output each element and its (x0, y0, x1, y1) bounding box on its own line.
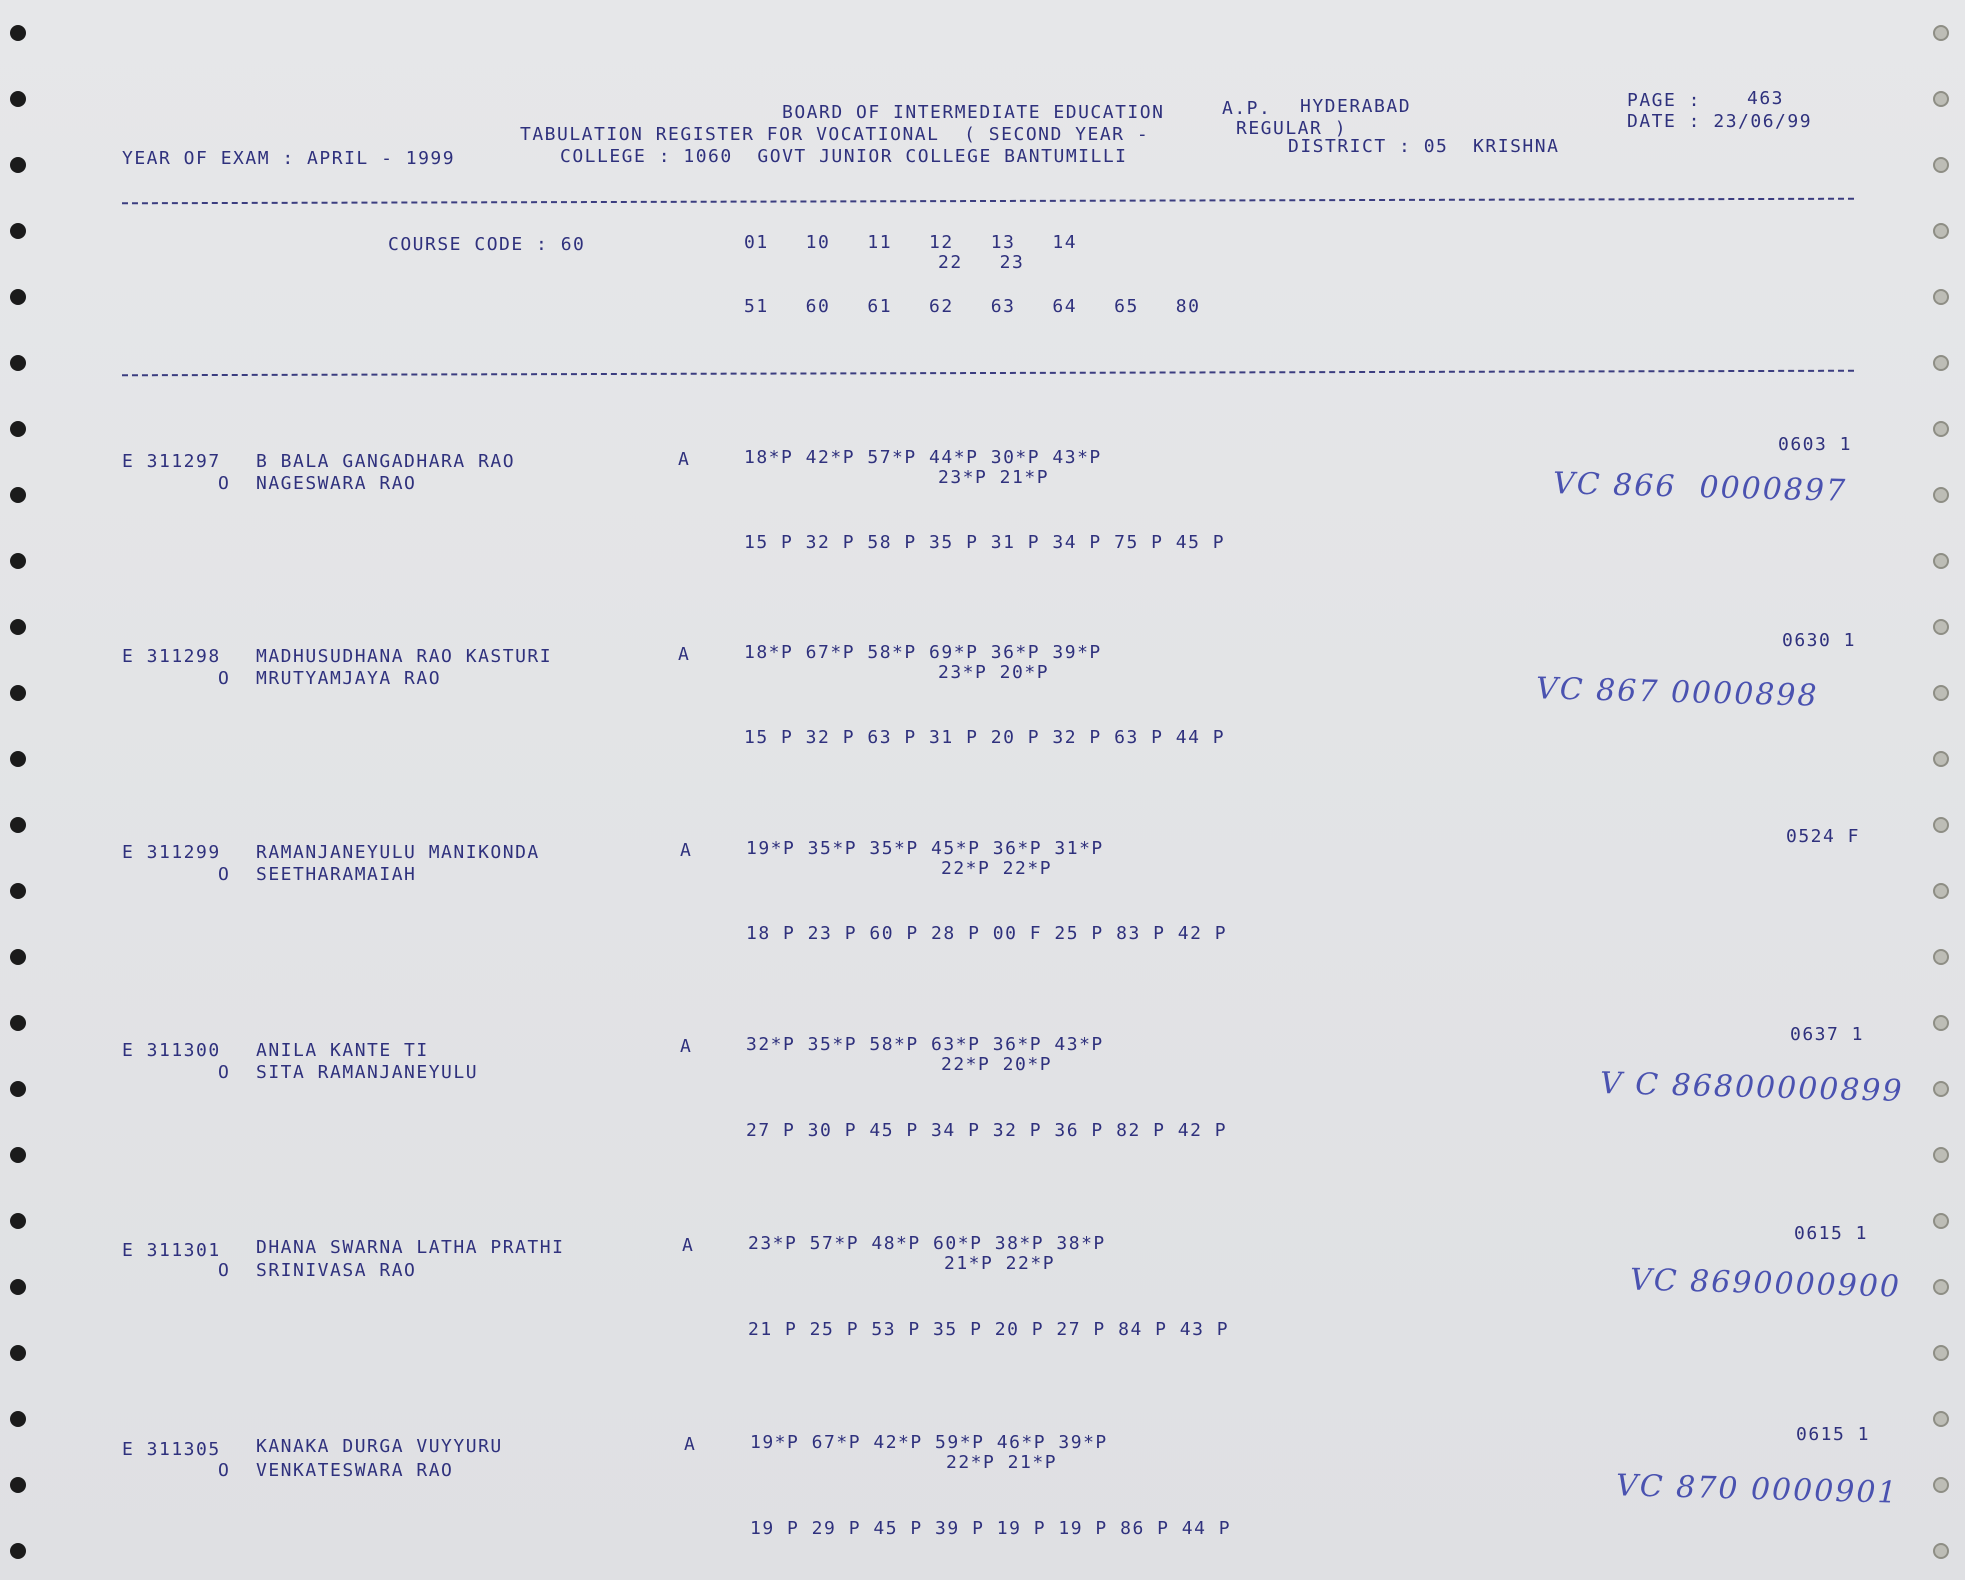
medium-code: A (680, 840, 693, 861)
parent-name: VENKATESWARA RAO (256, 1460, 454, 1481)
divider-bottom (122, 370, 1854, 377)
medium-code: A (678, 644, 691, 665)
marks-row1b: 23*P 20*P (938, 662, 1050, 683)
marks-row1: 19*P 35*P 35*P 45*P 36*P 31*P (746, 838, 1104, 859)
handwritten-note: VC 870 0000901 (1615, 1468, 1899, 1511)
reg-number: E 311305 (122, 1439, 221, 1460)
reg-number: E 311298 (122, 646, 221, 667)
feed-hole (10, 1543, 26, 1559)
relation-code: O (218, 1260, 231, 1281)
relation-code: O (218, 1460, 231, 1481)
feed-hole (1933, 289, 1949, 305)
marks-row2: 19 P 29 P 45 P 39 P 19 P 19 P 86 P 44 P (750, 1518, 1232, 1539)
register-title: TABULATION REGISTER FOR VOCATIONAL ( SECOND YEAR - (520, 124, 1150, 145)
marks-row2: 15 P 32 P 58 P 35 P 31 P 34 P 75 P 45 P (744, 532, 1226, 553)
year-of-exam: YEAR OF EXAM : APRIL - 1999 (122, 148, 456, 169)
total-result: 0603 1 (1778, 434, 1853, 455)
subject-codes-row2: 51 60 61 62 63 64 65 80 (744, 296, 1201, 317)
feed-hole (10, 487, 26, 503)
relation-code: O (218, 1062, 231, 1083)
college-label: COLLEGE : 1060 GOVT JUNIOR COLLEGE BANTUMILLI (560, 146, 1128, 167)
feed-hole (1933, 751, 1949, 767)
feed-hole (1933, 157, 1949, 173)
register-title-tail: REGULAR ) (1236, 118, 1348, 139)
reg-number: E 311300 (122, 1040, 221, 1061)
subject-codes-row1b: 22 23 (938, 252, 1025, 273)
feed-hole (1933, 1147, 1949, 1163)
feed-hole (10, 355, 26, 371)
handwritten-note: VC 8690000900 (1629, 1262, 1902, 1305)
marks-row1b: 23*P 21*P (938, 467, 1050, 488)
marks-row2: 18 P 23 P 60 P 28 P 00 F 25 P 83 P 42 P (746, 923, 1228, 944)
marks-row1b: 22*P 20*P (941, 1054, 1053, 1075)
marks-row1b: 22*P 22*P (941, 858, 1053, 879)
parent-name: MRUTYAMJAYA RAO (256, 668, 442, 689)
feed-hole (10, 883, 26, 899)
date-label: DATE : 23/06/99 (1627, 111, 1813, 132)
marks-row2: 27 P 30 P 45 P 34 P 32 P 36 P 82 P 42 P (746, 1120, 1228, 1141)
city-label: HYDERABAD (1300, 96, 1412, 117)
feed-hole (1933, 1081, 1949, 1097)
board-title: BOARD OF INTERMEDIATE EDUCATION (782, 102, 1165, 123)
parent-name: NAGESWARA RAO (256, 473, 417, 494)
reg-number: E 311301 (122, 1240, 221, 1261)
marks-row1: 18*P 42*P 57*P 44*P 30*P 43*P (744, 447, 1102, 468)
feed-hole (1933, 1477, 1949, 1493)
relation-code: O (218, 864, 231, 885)
feed-hole (1933, 223, 1949, 239)
feed-hole (10, 223, 26, 239)
medium-code: A (682, 1235, 695, 1256)
total-result: 0630 1 (1782, 630, 1857, 651)
left-feed-holes (6, 0, 36, 1580)
feed-hole (1933, 817, 1949, 833)
feed-hole (10, 91, 26, 107)
state-label: A.P. (1222, 98, 1272, 119)
marks-row1: 18*P 67*P 58*P 69*P 36*P 39*P (744, 642, 1102, 663)
feed-hole (1933, 685, 1949, 701)
total-result: 0637 1 (1790, 1024, 1865, 1045)
feed-hole (1933, 1345, 1949, 1361)
subject-codes-row1: 01 10 11 12 13 14 (744, 232, 1078, 253)
parent-name: SEETHARAMAIAH (256, 864, 417, 885)
feed-hole (10, 1147, 26, 1163)
parent-name: SITA RAMANJANEYULU (256, 1062, 479, 1083)
handwritten-note: VC 866 0000897 (1552, 466, 1848, 509)
feed-hole (10, 1279, 26, 1295)
feed-hole (1933, 553, 1949, 569)
page-number: 463 (1747, 88, 1785, 109)
handwritten-note: VC 867 0000898 (1535, 671, 1819, 714)
feed-hole (10, 157, 26, 173)
feed-hole (10, 685, 26, 701)
student-name: KANAKA DURGA VUYYURU (256, 1436, 503, 1457)
student-name: RAMANJANEYULU MANIKONDA (256, 842, 540, 863)
feed-hole (1933, 355, 1949, 371)
student-name: MADHUSUDHANA RAO KASTURI (256, 646, 553, 667)
feed-hole (10, 1015, 26, 1031)
feed-hole (1933, 1411, 1949, 1427)
marks-row1: 19*P 67*P 42*P 59*P 46*P 39*P (750, 1432, 1108, 1453)
feed-hole (1933, 1543, 1949, 1559)
feed-hole (1933, 1213, 1949, 1229)
divider-top (122, 198, 1854, 205)
feed-hole (1933, 421, 1949, 437)
feed-hole (1933, 619, 1949, 635)
feed-hole (10, 1411, 26, 1427)
student-name: ANILA KANTE TI (256, 1040, 429, 1061)
feed-hole (10, 553, 26, 569)
feed-hole (10, 25, 26, 41)
feed-hole (1933, 91, 1949, 107)
marks-row1b: 21*P 22*P (944, 1253, 1056, 1274)
handwritten-note: V C 86800000899 (1599, 1066, 1905, 1109)
marks-row1: 32*P 35*P 58*P 63*P 36*P 43*P (746, 1034, 1104, 1055)
medium-code: A (680, 1036, 693, 1057)
page-label: PAGE : (1627, 90, 1702, 111)
feed-hole (1933, 1279, 1949, 1295)
feed-hole (1933, 25, 1949, 41)
feed-hole (1933, 487, 1949, 503)
marks-row1b: 22*P 21*P (946, 1452, 1058, 1473)
relation-code: O (218, 668, 231, 689)
feed-hole (1933, 1015, 1949, 1031)
feed-hole (10, 1213, 26, 1229)
marks-row2: 15 P 32 P 63 P 31 P 20 P 32 P 63 P 44 P (744, 727, 1226, 748)
medium-code: A (684, 1434, 697, 1455)
medium-code: A (678, 449, 691, 470)
total-result: 0524 F (1786, 826, 1861, 847)
feed-hole (10, 619, 26, 635)
feed-hole (10, 289, 26, 305)
student-name: DHANA SWARNA LATHA PRATHI (256, 1237, 565, 1258)
total-result: 0615 1 (1794, 1223, 1869, 1244)
course-code-label: COURSE CODE : 60 (388, 234, 586, 255)
right-feed-holes (1929, 0, 1959, 1580)
marks-row1: 23*P 57*P 48*P 60*P 38*P 38*P (748, 1233, 1106, 1254)
total-result: 0615 1 (1796, 1424, 1871, 1445)
feed-hole (10, 1081, 26, 1097)
student-name: B BALA GANGADHARA RAO (256, 451, 516, 472)
district-label: DISTRICT : 05 KRISHNA (1288, 136, 1560, 157)
relation-code: O (218, 473, 231, 494)
feed-hole (10, 1345, 26, 1361)
reg-number: E 311299 (122, 842, 221, 863)
marks-row2: 21 P 25 P 53 P 35 P 20 P 27 P 84 P 43 P (748, 1319, 1230, 1340)
reg-number: E 311297 (122, 451, 221, 472)
feed-hole (1933, 883, 1949, 899)
feed-hole (10, 421, 26, 437)
feed-hole (10, 817, 26, 833)
feed-hole (10, 1477, 26, 1493)
feed-hole (1933, 949, 1949, 965)
parent-name: SRINIVASA RAO (256, 1260, 417, 1281)
feed-hole (10, 949, 26, 965)
feed-hole (10, 751, 26, 767)
